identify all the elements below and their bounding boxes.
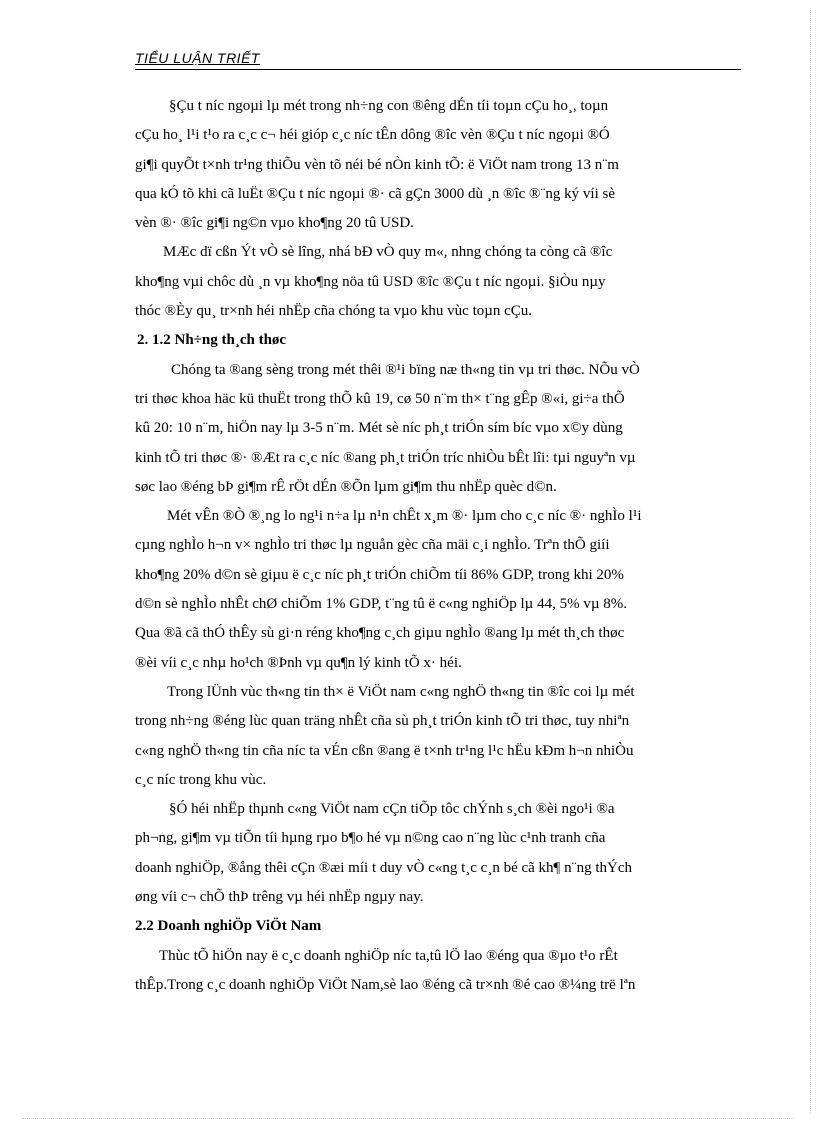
body-line: ph¬ng, gi¶m vµ tiÕn tíi hµng rµo b¶o hé vµ n©ng cao n¨ng lùc c¹nh tranh cña xyxy=(135,830,606,847)
body-line: tri thøc khoa häc kü thuËt trong thÕ kû 19, cø 50 n¨m th× t¨ng gÊp ®«i, gi÷a thÕ xyxy=(135,390,625,407)
page-header xyxy=(135,50,741,70)
body-line: kinh tÕ tri thøc ®· ®Æt ra c¸c níc ®ang ph¸t triÓn tríc nhiÒu bÊt lîi: tµi nguyªn vµ xyxy=(135,449,636,466)
body-line: Qua ®ã cã thÓ thÊy sù gi·n réng kho¶ng c¸ch giµu nghÌo ®ang lµ mét th¸ch thøc xyxy=(135,625,625,642)
header-title: TIỂU LUẬN TRIẾT xyxy=(135,50,260,66)
body-line: Mét vÊn ®Ò ®¸ng lo ng¹i n÷a lµ n¹n chÊt x¸m ®· lµm cho c¸c níc ®· nghÌo l¹i xyxy=(167,508,642,525)
body-line: qua kÓ tõ khi cã luËt ®Çu t níc ngoµi ®· cã gÇn 3000 dù ¸n ®îc ®¨ng ký víi sè xyxy=(135,185,615,202)
body-line: cµng nghÌo h¬n v× nghÌo tri thøc lµ nguån gèc cña mäi c¸i nghÌo. Trªn thÕ giíi xyxy=(135,537,610,554)
body-line: d©n sè nghÌo nhÊt chØ chiÕm 1% GDP, t¨ng tû ë c«ng nghiÖp lµ 44, 5% vµ 8%. xyxy=(135,596,627,613)
section-heading: 2.2 Doanh nghiÖp ViÖt Nam xyxy=(135,918,322,935)
body-line: c¸c níc trong khu vùc. xyxy=(135,771,267,788)
body-line: gi¶i quyÕt t×nh tr¹ng thiÕu vèn tõ néi bé nÒn kinh tÕ: ë ViÖt nam trong 13 n¨m xyxy=(135,156,619,173)
section-heading: 2. 1.2 Nh÷ng th¸ch thøc xyxy=(137,332,287,349)
body-line: Trong lÜnh vùc th«ng tin th× ë ViÖt nam c«ng nghÖ th«ng tin ®îc coi lµ mét xyxy=(167,683,635,700)
body-line: ®èi víi c¸c nhµ ho¹ch ®Þnh vµ qu¶n lý kinh tÕ x· héi. xyxy=(135,654,462,671)
body-line: trong nh÷ng ®éng lùc quan träng nhÊt cña sù ph¸t triÓn kinh tÕ tri thøc, tuy nhiªn xyxy=(135,713,630,730)
body-line: Chóng ta ®ang sèng trong mét thêi ®¹i bïng næ th«ng tin vµ tri thøc. NÕu vÒ xyxy=(171,361,640,378)
body-line: cÇu ho¸ l¹i t¹o ra c¸c c¬ héi gióp c¸c níc tÊn dông ®îc vèn ®Çu t níc ngoµi ®Ó xyxy=(135,127,610,144)
body-line: c«ng nghÖ th«ng tin cña níc ta vÉn cßn ®ang ë t×nh tr¹ng l¹c hËu kÐm h¬n nhiÒu xyxy=(135,742,634,759)
body-line: kho¶ng 20% d©n sè giµu ë c¸c níc ph¸t triÓn chiÕm tíi 86% GDP, trong khi 20% xyxy=(135,566,624,583)
body-line: MÆc dï cßn Ýt vÒ sè lîng, nhá bÐ vÒ quy m«, nhng chóng ta còng cã ®îc xyxy=(163,244,613,261)
body-line: §Ó héi nhËp thµnh c«ng ViÖt nam cÇn tiÕp tôc chÝnh s¸ch ®èi ngo¹i ®a xyxy=(169,801,615,818)
body-line: Thùc tÕ hiÖn nay ë c¸c doanh nghiÖp níc ta,tû lÖ lao ®éng qua ®µo t¹o rÊt xyxy=(159,947,618,964)
body-line: doanh nghiÖp, ®ång thêi cÇn ®æi míi t duy vÒ c«ng t¸c c¸n bé cã kh¶ n¨ng thÝch xyxy=(135,859,632,876)
page-edge-guide xyxy=(810,10,811,1113)
body-line: vèn ®· ®îc gi¶i ng©n vµo kho¶ng 20 tû USD. xyxy=(135,215,414,232)
body-line: §Çu t níc ngoµi lµ mét trong nh÷ng con ®êng dÉn tíi toµn cÇu ho¸, toµn xyxy=(169,98,609,114)
body-line: kho¶ng vµi chôc dù ¸n vµ kho¶ng nöa tû USD ®îc ®Çu t níc ngoµi. §iÒu nµy xyxy=(135,273,606,290)
body-line: thóc ®Èy qu¸ tr×nh héi nhËp cña chóng ta vµo khu vùc toµn cÇu. xyxy=(135,303,533,320)
document-body xyxy=(135,92,765,1000)
body-line: kû 20: 10 n¨m, hiÖn nay lµ 3-5 n¨m. Mét sè níc ph¸t triÓn sím bíc vµo x©y dùng xyxy=(135,420,623,437)
page-bottom-guide xyxy=(22,1118,794,1119)
body-line: øng víi c¬ chÕ thÞ trêng vµ héi nhËp ngµy nay. xyxy=(135,889,424,906)
body-line: søc lao ®éng bÞ gi¶m rÊ rÖt dÉn ®Õn lµm gi¶m thu nhËp quèc d©n. xyxy=(135,478,557,495)
body-line: thÊp.Trong c¸c doanh nghiÖp ViÖt Nam,sè lao ®éng cã tr×nh ®é cao ®¼ng trë lªn xyxy=(135,976,636,993)
